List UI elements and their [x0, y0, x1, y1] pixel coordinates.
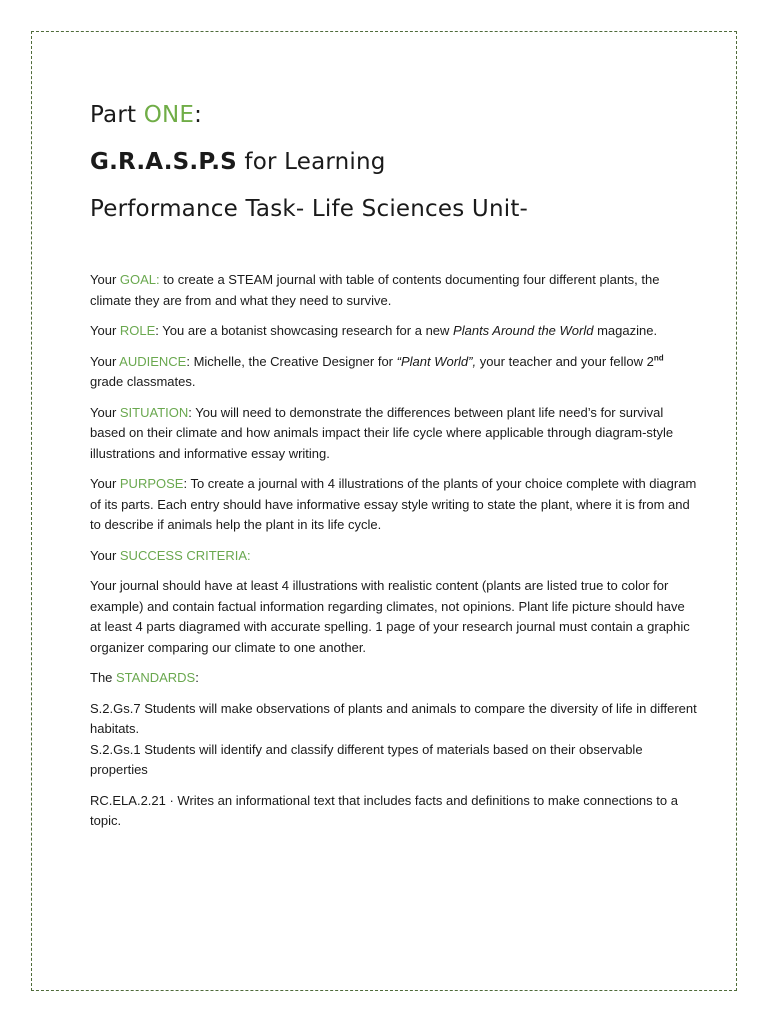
- situation-keyword: SITUATION: [119, 404, 189, 420]
- situation-lead: Your: [90, 404, 120, 420]
- audience-text: : Michelle, the Creative Designer for: [186, 353, 397, 369]
- standard-item: RC.ELA.2.21 · Writes an informational text that includes facts and definitions to make connections to a topic.: [90, 792, 678, 828]
- part-number: ONE: [143, 102, 195, 128]
- goal-text: to create a STEAM journal with table of contents documenting four different plants, the climate they are from and what they need to survive.: [90, 272, 660, 308]
- purpose-text: : To create a journal with 4 illustrations of the plants of your choice complete with diagram of its parts. Each entry should have informative essay style writing to state the plant, where it is from and to describe if animals help the plant in its life cycle.: [90, 476, 697, 532]
- part-suffix: :: [194, 102, 203, 128]
- goal-paragraph: [90, 270, 698, 311]
- grasps-rest: for Learning: [236, 149, 386, 175]
- standard-item: S.2.Gs.1 Students will identify and classify different types of materials based on their observable properties: [90, 741, 643, 777]
- grasps-heading: [90, 139, 698, 186]
- task-title: Performance Task- Life Sciences Unit-: [90, 196, 529, 222]
- audience-plant-world: “Plant World”,: [396, 353, 477, 369]
- success-keyword: SUCCESS CRITERIA:: [119, 547, 251, 563]
- success-heading: [90, 546, 698, 567]
- success-paragraph: Your journal should have at least 4 illustrations with realistic content (plants are listed true to color for example) and contain factual information regarding climates, not opinions. Plant life picture should have at least 4 parts diagramed with accurate spelling. 1 page of your research journal must contain a graphic organizer comparing our climate to one another.: [90, 578, 690, 655]
- role-keyword: ROLE: [119, 323, 156, 338]
- goal-lead: Your: [90, 272, 120, 287]
- document-body: [90, 92, 698, 842]
- situation-text: : You will need to demonstrate the differences between plant life need’s for survival based on their climate and how animals impact their life cycle where applicable through diagram-style illustrations and informative essay writing.: [90, 404, 674, 461]
- audience-text-end: grade classmates.: [90, 374, 196, 389]
- role-paragraph: [90, 321, 698, 342]
- grasps-acronym: G.R.A.S.P.S: [90, 149, 237, 175]
- standards-heading: [90, 668, 698, 689]
- part-prefix: Part: [90, 102, 144, 128]
- audience-keyword: AUDIENCE: [119, 353, 187, 369]
- audience-paragraph: [90, 352, 698, 393]
- goal-keyword: GOAL:: [119, 272, 160, 287]
- role-lead: Your: [90, 323, 120, 338]
- role-text-end: magazine.: [593, 323, 658, 338]
- audience-ordinal: nd: [653, 353, 664, 363]
- audience-text-mid: your teacher and your fellow 2: [476, 353, 654, 369]
- purpose-lead: Your: [90, 476, 120, 491]
- standard-item: S.2.Gs.7 Students will make observations of plants and animals to compare the diversity of life in different habitats.: [90, 700, 697, 736]
- situation-paragraph: [90, 403, 698, 465]
- purpose-keyword: PURPOSE: [119, 476, 184, 491]
- standards-colon: :: [195, 670, 199, 685]
- standards-list: [90, 699, 698, 781]
- standards-lead: The: [90, 670, 117, 685]
- role-text: : You are a botanist showcasing research for a new: [155, 323, 454, 338]
- audience-lead: Your: [90, 353, 120, 369]
- role-magazine-title: Plants Around the World: [453, 323, 594, 338]
- part-heading: [90, 92, 698, 139]
- standards-keyword: STANDARDS: [116, 670, 196, 685]
- success-lead: Your: [90, 547, 120, 563]
- title-block: [90, 92, 698, 233]
- purpose-paragraph: [90, 474, 698, 536]
